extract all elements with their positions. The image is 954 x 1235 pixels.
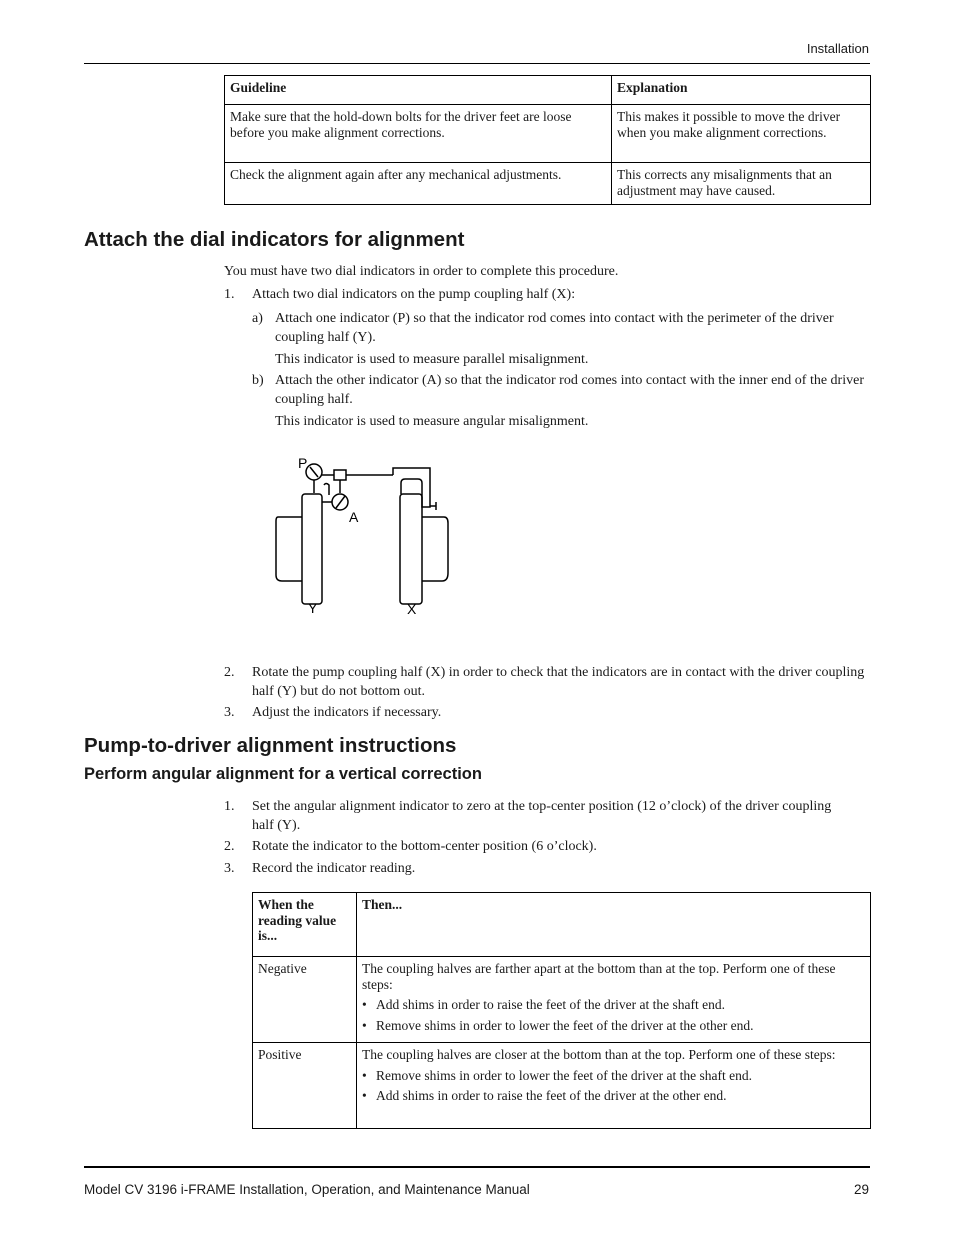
plunger-a-arm xyxy=(324,484,329,496)
list-item xyxy=(362,997,865,1013)
action-description: The coupling halves are farther apart at the bottom than at the top. Perform one of these steps: xyxy=(362,961,836,992)
table-row xyxy=(253,957,871,1043)
bullet-marker: • xyxy=(362,1017,367,1033)
list-item-text: Remove shims in order to lower the feet of the driver at the shaft end. xyxy=(376,1067,753,1083)
rod-fitting xyxy=(334,470,346,480)
page-number: 29 xyxy=(853,1182,869,1197)
table-cell: This makes it possible to move the driver when you make alignment corrections. xyxy=(612,105,871,163)
step-number: 2. xyxy=(224,665,235,680)
column-header-reading-value: When the reading value is... xyxy=(253,893,357,957)
list-item-text: Add shims in order to raise the feet of the driver at the other end. xyxy=(376,1088,727,1103)
table-header-row xyxy=(253,893,871,957)
table-row xyxy=(225,105,871,163)
action-description: The coupling halves are closer at the bottom than at the top. Perform one of these steps: xyxy=(362,1047,836,1062)
bullet-marker: • xyxy=(362,1067,367,1083)
table-cell: Make sure that the hold-down bolts for the driver feet are loose before you make alignment corrections. xyxy=(225,105,612,163)
column-header-then: Then... xyxy=(357,893,871,957)
substep-label: a) xyxy=(252,311,263,326)
step-text: Set the angular alignment indicator to zero at the top-center position (12 o’clock) of the driver coupling half (Y). xyxy=(252,799,832,833)
column-header-explanation: Explanation xyxy=(612,76,871,105)
intro-paragraph: You must have two dial indicators in order to complete this procedure. xyxy=(224,264,619,279)
step-text: Record the indicator reading. xyxy=(252,861,416,876)
coupling-flange-y xyxy=(302,494,322,604)
reading-value-table xyxy=(252,892,871,1129)
substep-text: Attach one indicator (P) so that the indicator rod comes into contact with the perimeter of the driver coupling half (Y). xyxy=(275,311,834,345)
guideline-table xyxy=(224,75,871,205)
table-row xyxy=(225,163,871,205)
bullet-marker: • xyxy=(362,997,367,1012)
reading-value-cell: Negative xyxy=(253,957,357,1043)
indicator-bracket xyxy=(393,468,430,507)
bullet-marker: • xyxy=(362,1088,367,1103)
step-text: Rotate the pump coupling half (X) in order to check that the indicators are in contact with the driver coupling half (Y) but do not bottom out. xyxy=(252,665,865,699)
reading-value-cell: Positive xyxy=(253,1043,357,1129)
substep-label: b) xyxy=(252,373,264,388)
list-item-text: Add shims in order to raise the feet of the driver at the shaft end. xyxy=(376,997,726,1012)
step-number: 3. xyxy=(224,861,235,876)
section-heading: Attach the dial indicators for alignment xyxy=(84,228,465,251)
dial-indicator-figure xyxy=(260,445,480,625)
step-text: Rotate the indicator to the bottom-center position (6 o’clock). xyxy=(252,839,597,854)
list-item xyxy=(362,1018,865,1034)
action-cell xyxy=(357,957,871,1043)
step-number: 2. xyxy=(224,839,235,854)
section-heading: Pump-to-driver alignment instructions xyxy=(84,734,457,757)
footer-manual-title: Model CV 3196 i-FRAME Installation, Operation, and Maintenance Manual xyxy=(84,1182,530,1197)
action-cell xyxy=(357,1043,871,1129)
substep-note: This indicator is used to measure parallel misalignment. xyxy=(275,352,589,367)
step-number: 1. xyxy=(224,287,235,302)
action-list xyxy=(362,997,865,1033)
label-x: X xyxy=(407,601,417,617)
running-header: Installation xyxy=(806,41,869,56)
dial-needle-p xyxy=(310,467,318,477)
header-rule xyxy=(84,63,870,64)
table-cell: This corrects any misalignments that an adjustment may have caused. xyxy=(612,163,871,205)
label-a: A xyxy=(349,509,359,525)
column-header-guideline: Guideline xyxy=(225,76,612,105)
dial-needle-a xyxy=(336,496,345,508)
table-row xyxy=(253,1043,871,1129)
list-item-text: Remove shims in order to lower the feet of the driver at the other end. xyxy=(376,1017,754,1033)
label-p: P xyxy=(298,455,308,471)
list-item xyxy=(362,1088,865,1104)
substep-note: This indicator is used to measure angular misalignment. xyxy=(275,414,589,429)
label-y: Y xyxy=(308,600,318,616)
coupling-hub-y xyxy=(276,517,302,581)
step-text: Attach two dial indicators on the pump coupling half (X): xyxy=(252,287,576,302)
table-cell: Check the alignment again after any mechanical adjustments. xyxy=(225,163,612,205)
table-header-row xyxy=(225,76,871,105)
coupling-flange-x xyxy=(400,494,422,604)
substep-text: Attach the other indicator (A) so that the indicator rod comes into contact with the inner end of the driver coupling half. xyxy=(275,373,864,407)
coupling-hub-x xyxy=(422,517,448,581)
action-list xyxy=(362,1068,865,1104)
footer-rule xyxy=(84,1166,870,1168)
step-number: 1. xyxy=(224,799,235,814)
step-number: 3. xyxy=(224,705,235,720)
list-item xyxy=(362,1068,865,1084)
step-text: Adjust the indicators if necessary. xyxy=(252,705,442,720)
subsection-heading: Perform angular alignment for a vertical correction xyxy=(84,765,482,783)
